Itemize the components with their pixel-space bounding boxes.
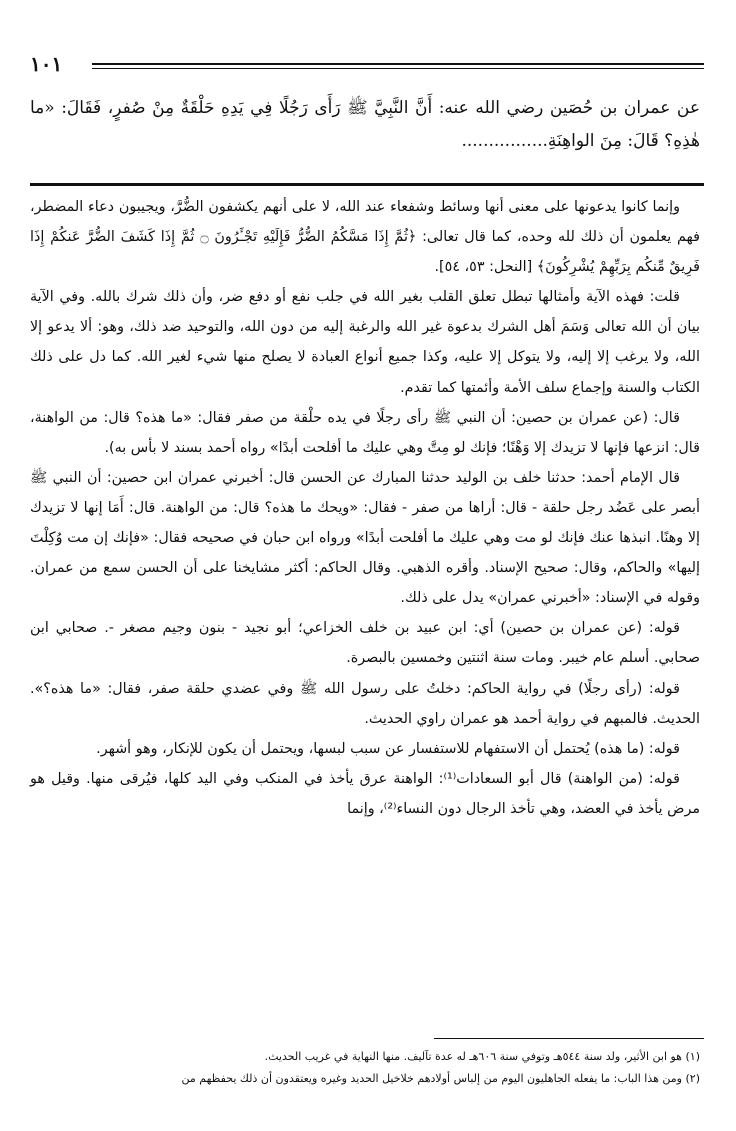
section-divider (30, 183, 704, 186)
paragraph: قوله: (عن عمران بن حصين) أي: ابن عبيد بن خلف الخزاعي؛ أبو نجيد - بنون وجيم مصغر -. صحابي ابن صحابي. أسلم عام خيبر. ومات سنة اثنتين وخمسين بالبصرة. (30, 620, 700, 667)
paragraph: قلت: فهذه الآية وأمثالها تبطل تعلق القلب بغير الله في جلب نفع أو دفع ضر، وأن ذلك شرك بالله. وفي الآية بيان أن الله تعالى وَسَمَ أهل الشرك بدعوة غير الله والرغبة إليه من دون الله، والتوحيد ضد ذلك، وهو: ألا يدعو إلا الله، ولا يرغب إلا إليه، ولا يتوكل إلا عليه، وكذا جميع أنواع العبادة لا يصلح منها شيء لغير الله. كما دل على ذلك الكتاب والسنة وإجماع سلف الأمة وأئمتها كما تقدم. (30, 289, 700, 396)
paragraph: قال: (عن عمران بن حصين: أن النبي ﷺ رأى رجلًا في يده حلْقة من صفر فقال: «ما هذه؟ قال: من الواهنة، قال: انزعها فإنها لا تزيدك إلا وَهْنًا؛ فإنك لو مِتَّ وهي عليك ما أفلحت أبدًا» رواه أحمد بسند لا بأس به). (30, 409, 700, 456)
footnote: (٢) ومن هذا الباب: ما يفعله الجاهليون اليوم من إلباس أولادهم خلاخيل الحديد وغيره ويعتقدون أن ذلك يحفظهم من (181, 1072, 700, 1085)
paragraph: قوله: (من الواهنة) قال أبو السعادات⁽¹⁾: الواهنة عرق يأخذ في المنكب وفي اليد كلها، فيُرقى منها. وقيل هو مرض يأخذ في العضد، وهي تأخذ الرجال دون النساء⁽²⁾، وإنما (30, 770, 700, 817)
header-rule (92, 63, 704, 69)
paragraph: وإنما كانوا يدعونها على معنى أنها وسائط وشفعاء عند الله، لا على أنهم يكشفون الضُّرَّ، ويجيبون دعاء المضطر، فهم يعلمون أن ذلك لله وحده، كما قال تعالى: ﴿ثُمَّ إِذَا مَسَّكُمُ الضُّرُّ فَإِلَيْهِ تَجْـَٔرُونَ ۝ ثُمَّ إِذَا كَشَفَ الضُّرَّ عَنكُمْ إِذَا فَرِيقٌ مِّنكُم بِرَبِّهِمْ يُشْرِكُونَ﴾ [النحل: ٥٣، ٥٤]. (30, 199, 700, 276)
paragraph: قوله: (رأى رجلًا) في رواية الحاكم: دخلتُ على رسول الله ﷺ وفي عضدي حلقة صفر، فقال: «ما هذه؟». الحديث. فالمبهم في رواية أحمد هو عمران راوي الحديث. (30, 680, 700, 727)
hadith-block (30, 92, 700, 158)
paragraph: قوله: (ما هذه) يُحتمل أن الاستفهام للاستفسار عن سبب لبسها، ويحتمل أن يكون للإنكار، وهو أشهر. (96, 740, 680, 757)
paragraph: قال الإمام أحمد: حدثنا خلف بن الوليد حدثنا المبارك عن الحسن قال: أخبرني عمران ابن حصين: أن النبي ﷺ أبصر على عَضُد رجل حلقة - قال: أراها من صفر - فقال: «ويحك ما هذه؟ قال: من الواهنة. قال: أَمَا إنها لا تزيدك إلا وهنًا. انبذها عنك فإنك لو مت وهي عليك ما أفلحت أبدًا» ورواه ابن حبان في صحيحه فقال: «فإنك إن مت وُكِلْتَ إليها» والحاكم، وقال: صحيح الإسناد. وأقره الذهبي. وقال الحاكم: أكثر مشايخنا على أن الحسن سمع من عمران. وقوله في الإسناد: «أخبرني عمران» يدل على ذلك. (30, 469, 700, 607)
page-number: ١٠١ (30, 52, 63, 76)
footnotes (30, 1046, 700, 1090)
footnote-rule (434, 1038, 704, 1039)
main-text (30, 192, 700, 824)
footnote: (١) هو ابن الأثير، ولد سنة ٥٤٤هـ وتوفي سنة ٦٠٦هـ له عدة تآليف. منها النهاية في غريب الحديث. (264, 1050, 700, 1063)
hadith-text: عن عمران بن حُصَين رضي الله عنه: أَنَّ النَّبِيَّ ﷺ رَأَى رَجُلًا فِي يَدِهِ حَلْقَةٌ مِنْ صُفرٍ، فَقَالَ: «ما هٰذِهِ؟ قَالَ: مِنَ الواهِنَةِ................ (30, 98, 700, 151)
